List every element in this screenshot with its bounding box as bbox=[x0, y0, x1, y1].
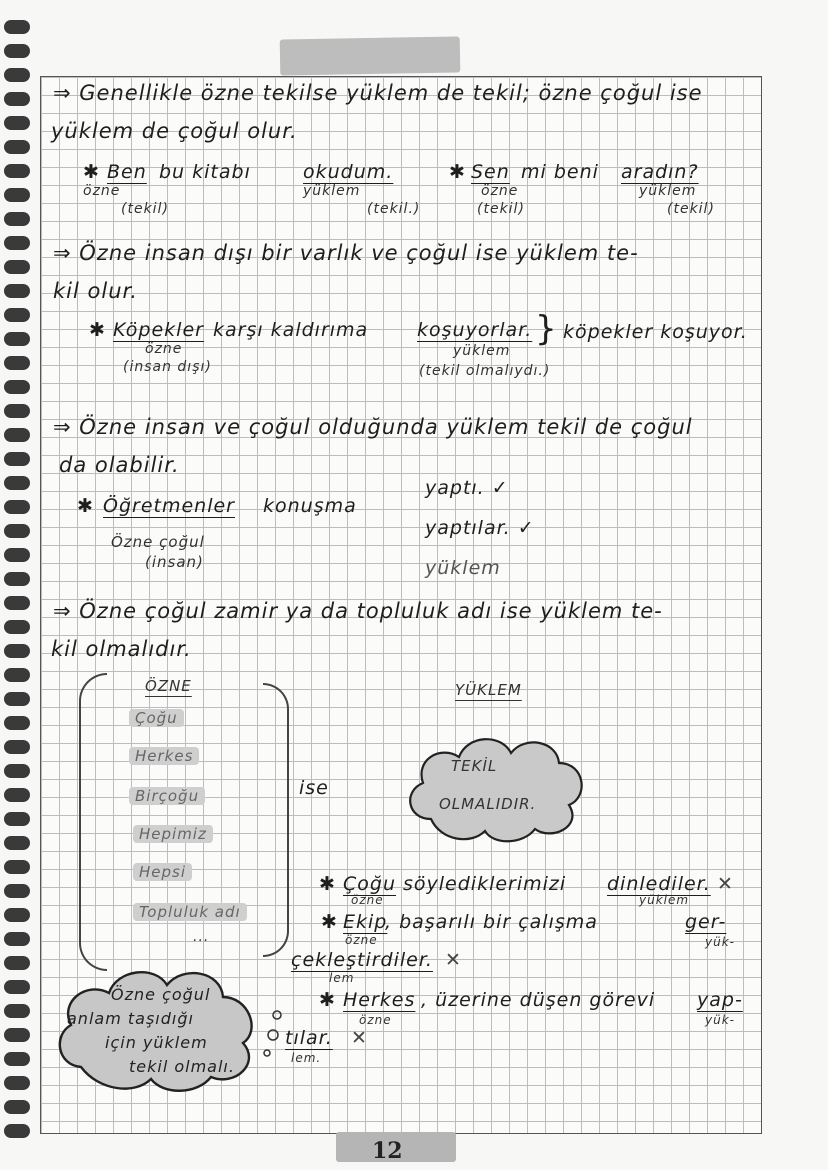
spiral-ring bbox=[4, 452, 30, 466]
ex1-predicate: okudum. bbox=[303, 161, 394, 183]
table-connector: ise bbox=[299, 777, 329, 799]
spiral-ring bbox=[4, 1100, 30, 1114]
ex1-subject-label: özne bbox=[83, 183, 121, 199]
spiral-ring bbox=[4, 836, 30, 850]
note-line1: Özne çoğul bbox=[111, 985, 211, 1004]
ex2-predicate-note: (tekil) bbox=[667, 201, 715, 217]
spiral-ring bbox=[4, 860, 30, 874]
ex7-subject-label: özne bbox=[359, 1013, 392, 1027]
spiral-ring bbox=[4, 956, 30, 970]
spiral-ring bbox=[4, 260, 30, 274]
ex7-predicate-label-2: lem. bbox=[291, 1051, 322, 1065]
subject-list-item: ... bbox=[193, 929, 210, 945]
spiral-ring bbox=[4, 476, 30, 490]
spiral-ring bbox=[4, 308, 30, 322]
subject-list-item: Birçoğu bbox=[129, 787, 205, 805]
spiral-ring bbox=[4, 548, 30, 562]
ex5-subject-label: özne bbox=[351, 893, 384, 907]
spiral-ring bbox=[4, 1052, 30, 1066]
spiral-ring bbox=[4, 932, 30, 946]
ex5-x-mark: ✕ bbox=[717, 873, 734, 895]
ex3-subject-label: özne bbox=[145, 341, 183, 357]
ex4-star: ✱ bbox=[77, 495, 94, 517]
ex4-subject-label: Özne çoğul bbox=[111, 533, 205, 551]
subject-list-item: Hepimiz bbox=[133, 825, 213, 843]
spiral-ring bbox=[4, 44, 30, 58]
rule4-line1: ⇒ Özne çoğul zamir ya da topluluk adı ise yüklem te- bbox=[53, 599, 663, 623]
ex7-x-mark: ✕ bbox=[351, 1027, 368, 1049]
ex5-predicate-label: yüklem bbox=[639, 893, 690, 907]
spiral-ring bbox=[4, 644, 30, 658]
rule1-line1: ⇒ Genellikle özne tekilse yüklem de tekil; özne çoğul ise bbox=[53, 81, 703, 105]
ex4-subject-note: (insan) bbox=[145, 553, 204, 571]
rule2-line1: ⇒ Özne insan dışı bir varlık ve çoğul ise yüklem te- bbox=[53, 241, 639, 265]
ex5-predicate: dinlediler. bbox=[607, 873, 711, 895]
spiral-ring bbox=[4, 740, 30, 754]
table-predicate-header: YÜKLEM bbox=[455, 681, 522, 699]
ex5-star: ✱ bbox=[319, 873, 336, 895]
ex2-subject-label: özne bbox=[481, 183, 519, 199]
ex4-predicate-label: yüklem bbox=[425, 557, 501, 579]
ex1-predicate-label: yüklem bbox=[303, 183, 361, 199]
left-brace bbox=[79, 673, 107, 971]
spiral-ring bbox=[4, 380, 30, 394]
spiral-ring bbox=[4, 140, 30, 154]
table-subject-header: ÖZNE bbox=[145, 677, 192, 695]
ex6-star: ✱ bbox=[321, 911, 338, 933]
spiral-ring bbox=[4, 980, 30, 994]
ex2-predicate-label: yüklem bbox=[639, 183, 697, 199]
spiral-ring bbox=[4, 20, 30, 34]
spiral-ring bbox=[4, 668, 30, 682]
ex7-predicate-part2: tılar. bbox=[285, 1027, 333, 1049]
ex3-brace: } bbox=[535, 309, 557, 349]
ex6-subject-label: özne bbox=[345, 933, 378, 947]
ex6-subject: Ekip bbox=[343, 911, 388, 933]
tape-top bbox=[280, 36, 461, 75]
spiral-ring bbox=[4, 428, 30, 442]
ex3-correction: köpekler koşuyor. bbox=[563, 321, 748, 343]
ex3-mid: karşı kaldırıma bbox=[213, 319, 369, 341]
ex2-subject: Sen bbox=[471, 161, 510, 183]
ex7-subject: Herkes bbox=[343, 989, 416, 1011]
ex1-star: ✱ bbox=[83, 161, 100, 183]
spiral-ring bbox=[4, 788, 30, 802]
spiral-ring bbox=[4, 1004, 30, 1018]
spiral-ring bbox=[4, 500, 30, 514]
subject-list-item: Hepsi bbox=[133, 863, 192, 881]
spiral-ring bbox=[4, 524, 30, 538]
spiral-ring bbox=[4, 572, 30, 586]
spiral-ring bbox=[4, 236, 30, 250]
spiral-ring bbox=[4, 620, 30, 634]
ex1-predicate-note: (tekil.) bbox=[367, 201, 421, 217]
spiral-ring bbox=[4, 884, 30, 898]
ex2-predicate: aradın? bbox=[621, 161, 699, 183]
note-line4: tekil olmalı. bbox=[129, 1057, 235, 1076]
ex3-predicate: koşuyorlar. bbox=[417, 319, 533, 341]
spiral-ring bbox=[4, 68, 30, 82]
ex6-predicate-part2: çekleştirdiler. bbox=[291, 949, 433, 971]
spiral-ring bbox=[4, 332, 30, 346]
ex4-mid: konuşma bbox=[263, 495, 357, 517]
spiral-ring bbox=[4, 188, 30, 202]
ex7-star: ✱ bbox=[319, 989, 336, 1011]
spiral-ring bbox=[4, 692, 30, 706]
ex6-predicate-label-1: yük- bbox=[705, 935, 735, 949]
ex3-star: ✱ bbox=[89, 319, 106, 341]
ex7-mid: , üzerine düşen görevi bbox=[421, 989, 656, 1011]
rule1-line2: yüklem de çoğul olur. bbox=[51, 119, 298, 143]
spiral-ring bbox=[4, 716, 30, 730]
ex6-x-mark: ✕ bbox=[445, 949, 462, 971]
spiral-ring bbox=[4, 164, 30, 178]
subject-list-item: Topluluk adı bbox=[133, 903, 247, 921]
ex1-subject: Ben bbox=[107, 161, 147, 183]
cloud-line1: TEKİL bbox=[451, 757, 498, 775]
ex2-mid: mi beni bbox=[521, 161, 599, 183]
page-number: 12 bbox=[372, 1138, 403, 1164]
note-line2: anlam taşıdığı bbox=[67, 1009, 194, 1028]
ex4-option2: yaptılar. ✓ bbox=[425, 517, 535, 539]
spiral-ring bbox=[4, 908, 30, 922]
ex3-predicate-label: yüklem bbox=[453, 343, 511, 359]
subject-list-item: Herkes bbox=[129, 747, 199, 765]
ex7-predicate-part1: yap- bbox=[697, 989, 743, 1011]
spiral-ring bbox=[4, 1124, 30, 1138]
spiral-ring bbox=[4, 92, 30, 106]
rule2-line2: kil olur. bbox=[53, 279, 138, 303]
ex5-subject: Çoğu bbox=[343, 873, 396, 895]
rule3-line2: da olabilir. bbox=[59, 453, 180, 477]
spiral-ring bbox=[4, 116, 30, 130]
spiral-ring bbox=[4, 596, 30, 610]
spiral-ring bbox=[4, 812, 30, 826]
spiral-ring bbox=[4, 404, 30, 418]
ex1-subject-note: (tekil) bbox=[121, 201, 169, 217]
spiral-ring bbox=[4, 764, 30, 778]
ex1-mid: bu kitabı bbox=[159, 161, 251, 183]
ex6-predicate-part1: ger- bbox=[685, 911, 727, 933]
spiral-ring bbox=[4, 356, 30, 370]
cloud-line2: OLMALIDIR. bbox=[439, 795, 537, 813]
cloud-shape bbox=[401, 727, 591, 847]
ex6-mid: , başarılı bir çalışma bbox=[385, 911, 598, 933]
note-line3: için yüklem bbox=[105, 1033, 208, 1052]
ex7-predicate-label-1: yük- bbox=[705, 1013, 735, 1027]
right-brace bbox=[263, 683, 289, 957]
spiral-ring bbox=[4, 212, 30, 226]
ex3-subject: Köpekler bbox=[113, 319, 204, 341]
ex4-option1: yaptı. ✓ bbox=[425, 477, 509, 499]
spiral-binding bbox=[0, 20, 34, 1150]
ex2-star: ✱ bbox=[449, 161, 466, 183]
ex4-subject: Öğretmenler bbox=[103, 495, 235, 517]
ex3-subject-note: (insan dışı) bbox=[123, 359, 212, 375]
rule3-line1: ⇒ Özne insan ve çoğul olduğunda yüklem tekil de çoğul bbox=[53, 415, 693, 439]
subject-list-item: Çoğu bbox=[129, 709, 184, 727]
ex3-predicate-note: (tekil olmalıydı.) bbox=[419, 363, 551, 379]
ex6-predicate-label-2: lem bbox=[329, 971, 355, 985]
ex2-subject-note: (tekil) bbox=[477, 201, 525, 217]
ex5-mid: söylediklerimizi bbox=[403, 873, 567, 895]
spiral-ring bbox=[4, 1076, 30, 1090]
spiral-ring bbox=[4, 1028, 30, 1042]
rule4-line2: kil olmalıdır. bbox=[51, 637, 192, 661]
grid-paper bbox=[40, 76, 762, 1134]
spiral-ring bbox=[4, 284, 30, 298]
